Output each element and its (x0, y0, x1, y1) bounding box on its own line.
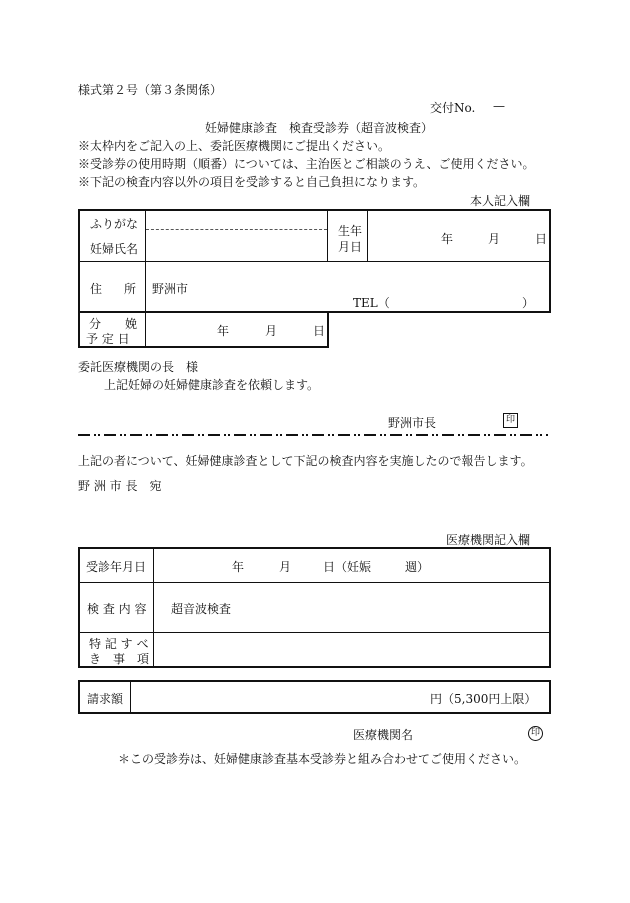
institution-seal: 印 (528, 726, 543, 741)
note-3: ※下記の検査内容以外の項目を受診すると自己負担になります。 (78, 175, 426, 189)
due-label-1: 分 娩 (89, 317, 138, 331)
note-2: ※受診券の使用時期（順番）については、主治医とご相談のうえ、ご使用ください。 (78, 157, 535, 171)
dob-label-1: 生年 (338, 224, 363, 238)
notes-field[interactable] (156, 635, 546, 664)
billing-label: 請求額 (87, 692, 124, 706)
report-addressee: 野 洲 市 長 宛 (78, 479, 162, 493)
notes-label-2: き 事 項 (89, 652, 150, 666)
content-label: 検 査 内 容 (87, 602, 147, 616)
due-month: 月 (265, 324, 278, 338)
request-body: 上記妊婦の妊婦健康診査を依頼します。 (104, 378, 320, 392)
mayor-label: 野洲市長 (388, 416, 437, 430)
address-label-2: 所 (124, 282, 137, 296)
notes-label-1: 特 記 す べ (89, 637, 149, 651)
institution-entry-label: 医療機関記入欄 (446, 533, 531, 547)
address-value: 野洲市 (152, 282, 189, 296)
name-label: 妊婦氏名 (90, 242, 139, 256)
cut-line (78, 434, 548, 436)
institution-label: 医療機関名 (353, 728, 414, 742)
self-entry-label: 本人記入欄 (470, 194, 531, 208)
form-number: 様式第２号（第３条関係） (78, 83, 223, 97)
document-title: 妊婦健康診査 検査受診券（超音波検査） (205, 121, 434, 135)
visit-date-label: 受診年月日 (86, 560, 147, 574)
dob-year: 年 (441, 232, 454, 246)
billing-yen: 円（5,300円上限） (430, 692, 537, 706)
footer-note: ＊この受診券は、妊婦健康診査基本受診券と組み合わせてご使用ください。 (118, 752, 527, 766)
request-addressee: 委託医療機関の長 様 (78, 360, 199, 374)
tel-label: TEL（ (353, 296, 390, 310)
due-year: 年 (217, 324, 230, 338)
visit-year: 年 (232, 560, 245, 574)
dob-label-2: 月日 (338, 240, 363, 254)
note-1: ※太枠内をご記入の上、委託医療機関にご提出ください。 (78, 139, 391, 153)
billing-amount-field[interactable] (134, 684, 424, 710)
content-value: 超音波検査 (171, 602, 232, 616)
visit-week: 週） (405, 560, 430, 574)
name-field[interactable] (148, 232, 324, 258)
address-label-1: 住 (90, 282, 103, 296)
due-day: 日 (313, 324, 326, 338)
report-body: 上記の者について、妊婦健康診査として下記の検査内容を実施したので報告します。 (78, 454, 533, 468)
issue-no-label: 交付No. (430, 101, 476, 115)
dob-month: 月 (488, 232, 501, 246)
issue-no-value: — (493, 99, 505, 113)
visit-month: 月 (279, 560, 292, 574)
visit-day: 日（妊娠 (323, 560, 372, 574)
furigana-field[interactable] (148, 212, 324, 228)
mayor-seal: 印 (503, 413, 518, 428)
tel-close: ） (522, 296, 535, 310)
due-label-2: 予 定 日 (86, 332, 130, 346)
dob-day: 日 (535, 232, 548, 246)
furigana-label: ふりがな (90, 217, 139, 231)
